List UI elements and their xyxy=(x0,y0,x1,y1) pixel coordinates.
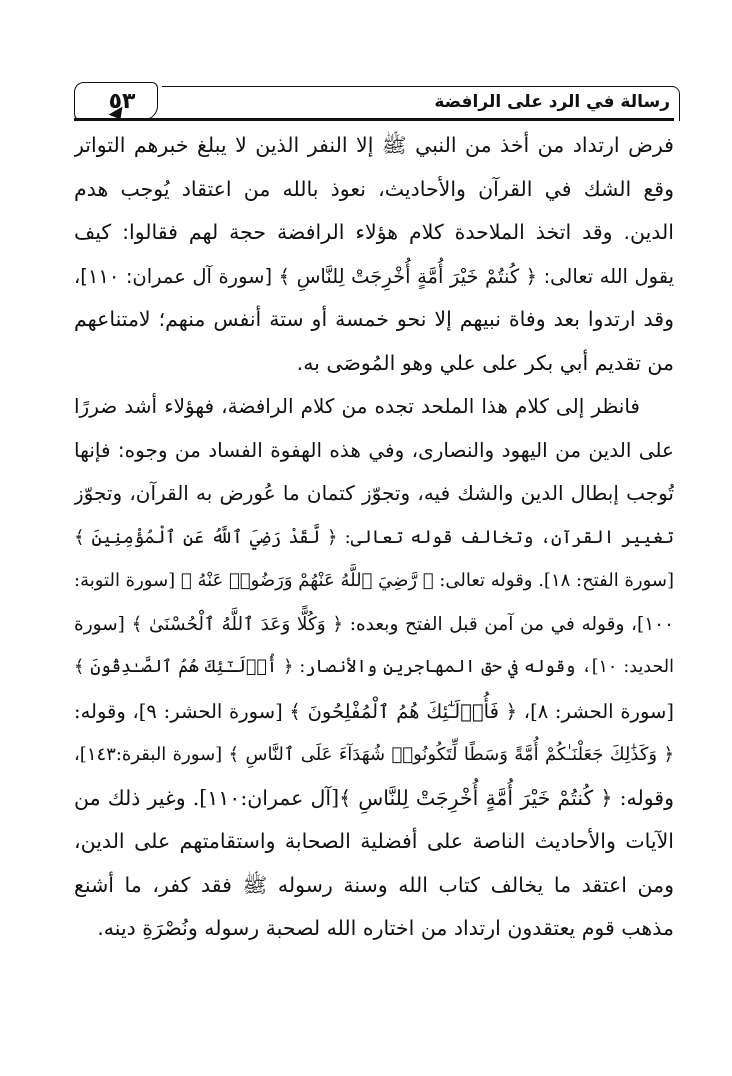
text-line: [سورة الحشر: ٨]، ﴿ فَأُو۟لَـٰٓئِكَ هُمُ ٱلْمُفْلِحُونَ ﴾ [سورة الحشر: ٩]، وقوله: xyxy=(74,699,674,723)
text-line: على الدين من اليهود والنصارى، وفي هذه الهفوة الفساد من وجوه: فإنها xyxy=(74,437,674,462)
text-line: وقع الشك في القرآن والأحاديث، نعوذ بالله من اعتقاد يُوجب هدم xyxy=(74,176,674,201)
book-title: رسالة في الرد على الرافضة xyxy=(434,92,670,112)
text-line: وقد ارتدوا بعد وفاة نبيهم إلا نحو خمسة أو ستة أنفس منهم؛ لامتناعهم xyxy=(74,307,674,331)
header-top-rule xyxy=(162,86,674,87)
text-line: ١٠٠]، وقوله في من آمن قبل الفتح وبعده: ﴿ وَكُلًّا وَعَدَ ٱللَّهُ ٱلْحُسْنَىٰ ﴾ [سورة xyxy=(74,613,674,635)
text-line: الحديد: ١٠]، وقوله في حق المهاجرين والأنصار: ﴿ أُو۟لَـٰٓئِكَ هُمُ ٱلصَّـٰدِقُونَ ﴾ xyxy=(74,657,674,677)
text-line: ومن اعتقد ما يخالف كتاب الله وسنة رسوله ﷺ فقد كفر، ما أشنع xyxy=(74,872,674,897)
header-bottom-rule xyxy=(74,118,674,121)
text-line: مذهب قوم يعتقدون ارتداد من اختاره الله لصحبة رسوله ونُصْرَةِ دينه. xyxy=(97,916,674,940)
text-line: تغيير القرآن، وتخالف قوله تعالى: ﴿ لَّقَدْ رَضِيَ ٱللَّهُ عَنِ ٱلْمُؤْمِنِينَ ﴾ xyxy=(74,526,674,548)
text-line: فانظر إلى كلام هذا الملحد تجده من كلام الرافضة، فهؤلاء أشد ضررًا xyxy=(74,394,640,418)
paragraph-1 xyxy=(74,124,674,385)
text-line: يقول الله تعالى: ﴿ كُنتُمْ خَيْرَ أُمَّةٍ أُخْرِجَتْ لِلنَّاسِ ﴾ [سورة آل عمران: ١١٠]، xyxy=(74,264,674,288)
page-body xyxy=(74,124,674,951)
header-frame-corner xyxy=(669,86,680,121)
text-line: الدين. وقد اتخذ الملاحدة كلام هؤلاء الرافضة حجة لهم فقالوا: كيف xyxy=(74,220,674,244)
text-line: من تقديم أبي بكر على علي وهو المُوصَى به. xyxy=(296,350,674,375)
paragraph-2 xyxy=(74,385,674,951)
text-line: تُوجب إبطال الدين والشك فيه، وتجوّز كتمان ما عُورض به القرآن، وتجوّز xyxy=(74,481,674,505)
running-header xyxy=(74,82,674,120)
page-number: ٥٣ xyxy=(108,88,136,114)
text-line: [سورة الفتح: ١٨]. وقوله تعالى: ﴿ رَّضِيَ ٱللَّهُ عَنْهُمْ وَرَضُوا۟ عَنْهُ ﴾ [سورة التوبة: xyxy=(74,570,674,591)
text-line: الآيات والأحاديث الناصة على أفضلية الصحابة واستقامتهم على الدين، xyxy=(74,829,674,853)
text-line: ﴿ وَكَذَٰلِكَ جَعَلْنَـٰكُمْ أُمَّةً وَسَطًا لِّتَكُونُوا۟ شُهَدَآءَ عَلَى ٱلنَّاسِ ﴾ [سورة البقرة:١٤٣]، xyxy=(74,744,674,765)
text-line: وقوله: ﴿ كُنتُمْ خَيْرَ أُمَّةٍ أُخْرِجَتْ لِلنَّاسِ ﴾[آل عمران:١١٠]. وغير ذلك من xyxy=(74,785,674,810)
text-line: فرض ارتداد من أخذ من النبي ﷺ إلا النفر الذين لا يبلغ خبرهم التواتر xyxy=(74,133,674,157)
